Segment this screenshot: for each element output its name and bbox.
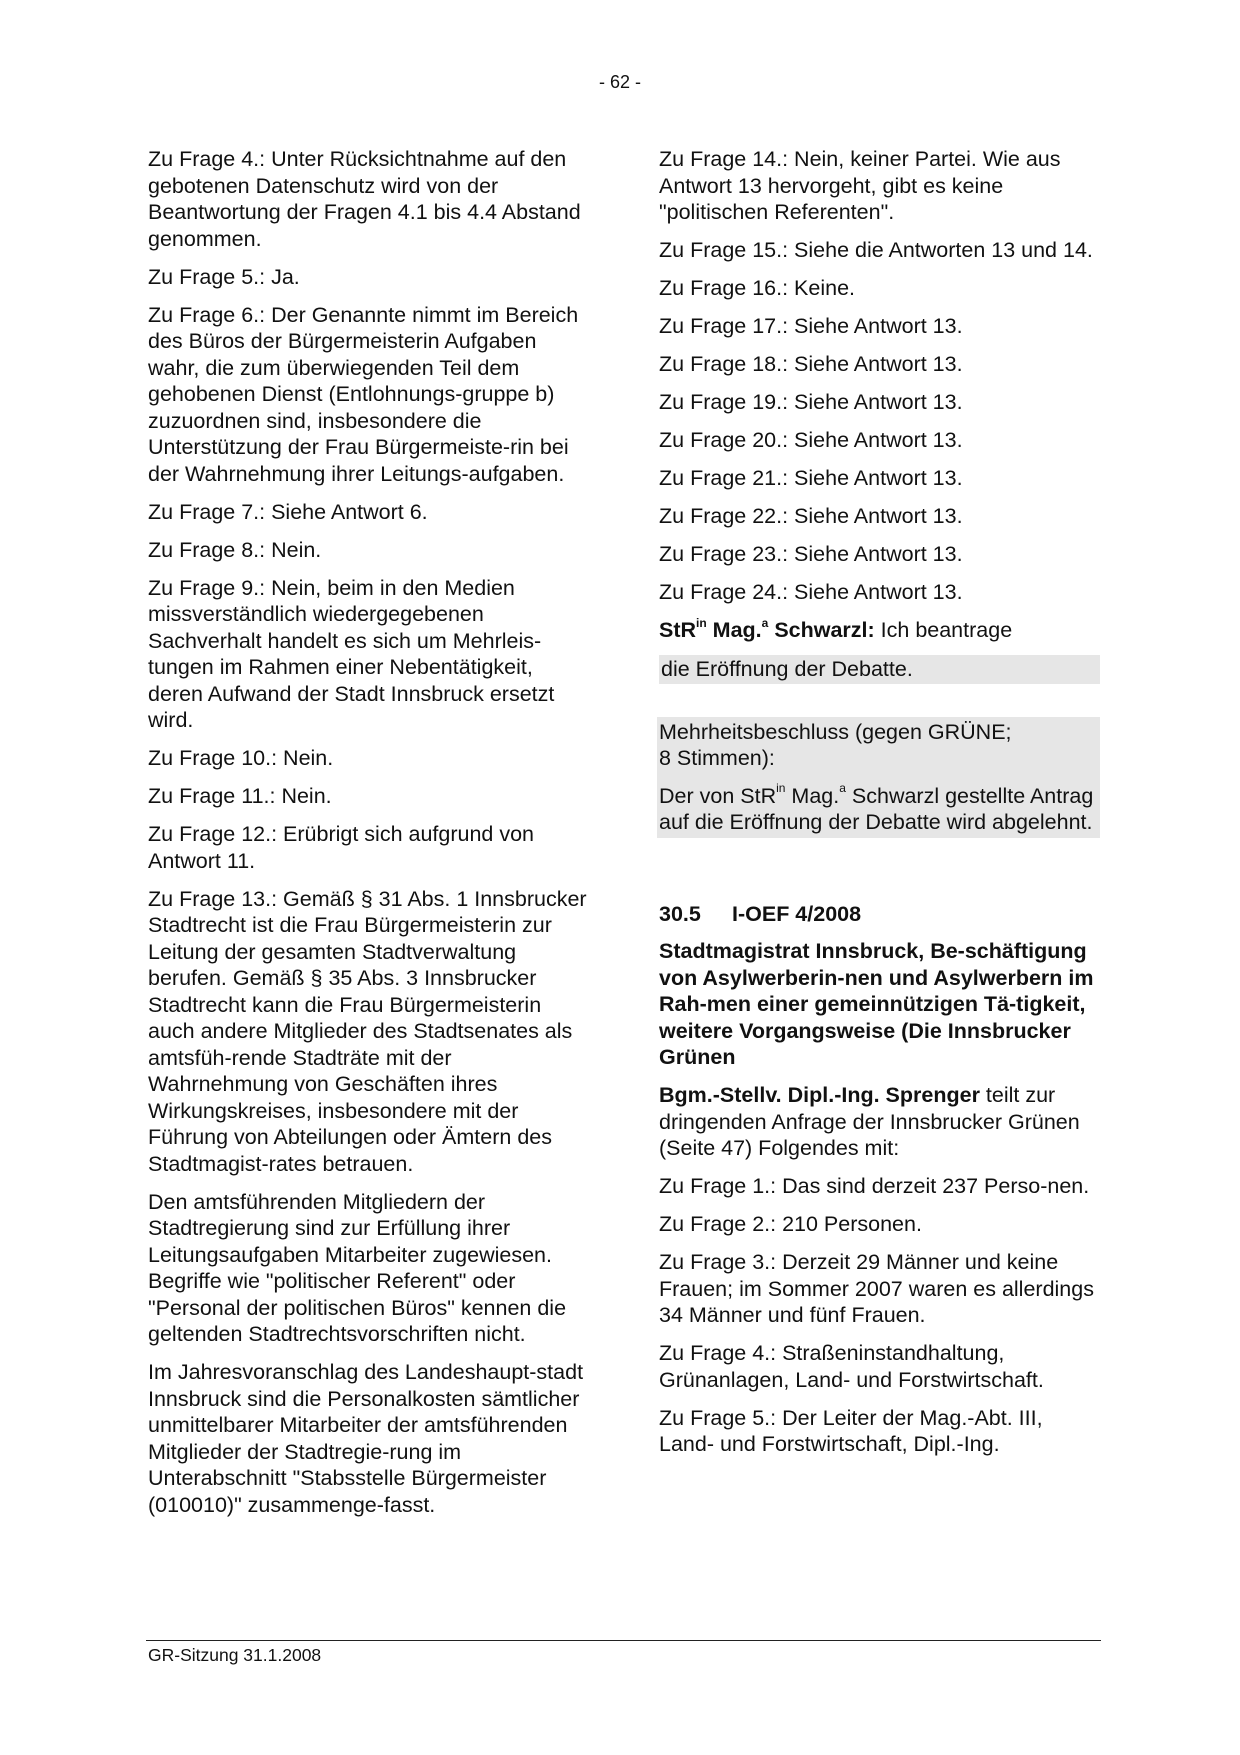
motion-text: Ich beantrage <box>874 618 1013 642</box>
answer-paragraph: Zu Frage 16.: Keine. <box>659 276 855 300</box>
answer-paragraph: Zu Frage 17.: Siehe Antwort 13. <box>659 314 963 338</box>
answer-paragraph: Zu Frage 22.: Siehe Antwort 13. <box>659 504 963 528</box>
superscript: a <box>761 615 769 630</box>
motion-speaker <box>659 615 875 642</box>
speaker-name: Schwarzl: <box>768 618 875 642</box>
section-number: 30.5 <box>659 901 701 926</box>
answer-paragraph: Zu Frage 4.: Unter Rücksichtnahme auf den gebotenen Datenschutz wird von der Beantwortung der Fragen 4.1 bis 4.4 Abstand genommen. <box>148 147 581 251</box>
answer-paragraph: Zu Frage 9.: Nein, beim in den Medien missverständlich wiedergegebenen Sachverhalt handelt es sich um Mehrleis-tungen im Rahmen einer Nebentätigkeit, deren Aufwand der Stadt Innsbruck ersetzt wird. <box>148 575 555 732</box>
answer-paragraph: Zu Frage 18.: Siehe Antwort 13. <box>659 352 963 376</box>
resolution-text-part: Schwarzl gestellte Antrag auf die Eröffnung der Debatte wird abgelehnt. <box>659 783 1094 834</box>
answer-paragraph: Zu Frage 5.: Ja. <box>148 264 300 289</box>
speaker-title: StR <box>659 618 697 642</box>
answer-paragraph: Zu Frage 10.: Nein. <box>148 746 334 770</box>
reply-paragraph: Zu Frage 1.: Das sind derzeit 237 Perso-nen. <box>659 1174 1090 1198</box>
reply-paragraph: Zu Frage 5.: Der Leiter der Mag.-Abt. III, Land- und Forstwirtschaft, Dipl.-Ing. <box>659 1405 1043 1456</box>
speaker-degree: Mag. <box>706 618 762 642</box>
answer-paragraph: Zu Frage 14.: Nein, keiner Partei. Wie aus Antwort 13 hervorgeht, gibt es keine "politischen Referenten". <box>659 147 1061 224</box>
resolution-text-part: Der von StR <box>659 783 777 808</box>
reply-speaker: Bgm.-Stellv. Dipl.-Ing. Sprenger <box>659 1083 980 1107</box>
answer-paragraph: Zu Frage 23.: Siehe Antwort 13. <box>659 542 963 566</box>
superscript: in <box>776 781 786 796</box>
resolution-heading <box>659 719 1098 772</box>
superscript: a <box>839 781 846 796</box>
page-number: - 62 - <box>598 72 641 92</box>
reply-intro <box>659 1082 1100 1162</box>
footer-divider <box>146 1640 1101 1641</box>
resolution-text <box>659 783 1098 836</box>
answer-paragraph: Zu Frage 21.: Siehe Antwort 13. <box>659 466 963 490</box>
answer-paragraph: Zu Frage 19.: Siehe Antwort 13. <box>659 390 963 414</box>
motion-continuation: die Eröffnung der Debatte. <box>659 655 1100 684</box>
answer-paragraph: Zu Frage 8.: Nein. <box>148 537 322 562</box>
answer-paragraph: Zu Frage 7.: Siehe Antwort 6. <box>148 499 428 524</box>
footer-session-date: GR-Sitzung 31.1.2008 <box>148 1645 322 1665</box>
reply-paragraph: Zu Frage 4.: Straßeninstandhaltung, Grünanlagen, Land- und Forstwirtschaft. <box>659 1341 1044 1392</box>
resolution-text-part: Mag. <box>785 783 840 808</box>
answer-paragraph: Zu Frage 6.: Der Genannte nimmt im Bereich des Büros der Bürgermeisterin Aufgaben wahr, die zum überwiegenden Teil dem gehobenen Dienst (Entlohnungs-gruppe b) zuzuordnen sind, insbesondere die Unterstützung der Frau Bürgermeiste-rin bei der Wahrnehmung ihrer Leitungs-aufgaben. <box>148 302 579 486</box>
reply-paragraph: Zu Frage 2.: 210 Personen. <box>659 1212 922 1236</box>
right-column <box>659 146 1100 1469</box>
resolution-line: 8 Stimmen): <box>659 746 775 770</box>
resolution-box <box>657 717 1100 838</box>
answer-paragraph: Zu Frage 12.: Erübrigt sich aufgrund von Antwort 11. <box>148 822 535 873</box>
answer-paragraph: Im Jahresvoranschlag des Landeshaupt-stadt Innsbruck sind die Personalkosten sämtlicher unmittelbarer Mitarbeiter der amtsführenden Mitglieder der Stadtregie-rung im Unterabschnitt "Stabsstelle Bürgermeister (010010)" zusammenge-fasst. <box>148 1360 584 1517</box>
reply-paragraph: Zu Frage 3.: Derzeit 29 Männer und keine Frauen; im Sommer 2007 waren es allerdings 34 Männer und fünf Frauen. <box>659 1250 1094 1327</box>
motion-paragraph <box>659 617 1100 644</box>
answer-paragraph: Zu Frage 13.: Gemäß § 31 Abs. 1 Innsbrucker Stadtrecht ist die Frau Bürgermeisterin zur Leitung der gesamten Stadtverwaltung berufen. Gemäß § 35 Abs. 3 Innsbrucker Stadtrecht kann die Frau Bürgermeisterin auch andere Mitglieder des Stadtsenates als amtsfüh-rende Stadträte mit der Wahrnehmung von Geschäften ihres Wirkungskreises, insbesondere mit der Führung von Abteilungen oder Ämtern des Stadtmagist-rates betrauen. <box>148 886 587 1176</box>
superscript: in <box>696 615 707 630</box>
section-code: I-OEF 4/2008 <box>732 901 862 926</box>
section-subject: Stadtmagistrat Innsbruck, Be-schäftigung von Asylwerberin-nen und Asylwerbern im Rah-men einer gemeinnützigen Tä-tigkeit, weitere Vorgangsweise (Die Innsbrucker Grünen <box>659 939 1094 1069</box>
answer-paragraph: Zu Frage 20.: Siehe Antwort 13. <box>659 428 963 452</box>
answer-paragraph: Den amtsführenden Mitgliedern der Stadtregierung sind zur Erfüllung ihrer Leitungsaufgaben Mitarbeiter zugewiesen. Begriffe wie "politischer Referent" oder "Personal der politischen Büros" kennen die geltenden Stadtrechtsvorschriften nicht. <box>148 1189 567 1346</box>
left-column <box>148 146 590 1530</box>
answer-paragraph: Zu Frage 11.: Nein. <box>148 784 332 808</box>
section-heading <box>659 901 1100 928</box>
answer-paragraph: Zu Frage 24.: Siehe Antwort 13. <box>659 580 963 604</box>
resolution-line: Mehrheitsbeschluss (gegen GRÜNE; <box>659 719 1012 744</box>
answer-paragraph: Zu Frage 15.: Siehe die Antworten 13 und 14. <box>659 238 1093 262</box>
reply-intro-text: teilt zur dringenden Anfrage der Innsbrucker Grünen (Seite 47) Folgendes mit: <box>659 1083 1080 1160</box>
